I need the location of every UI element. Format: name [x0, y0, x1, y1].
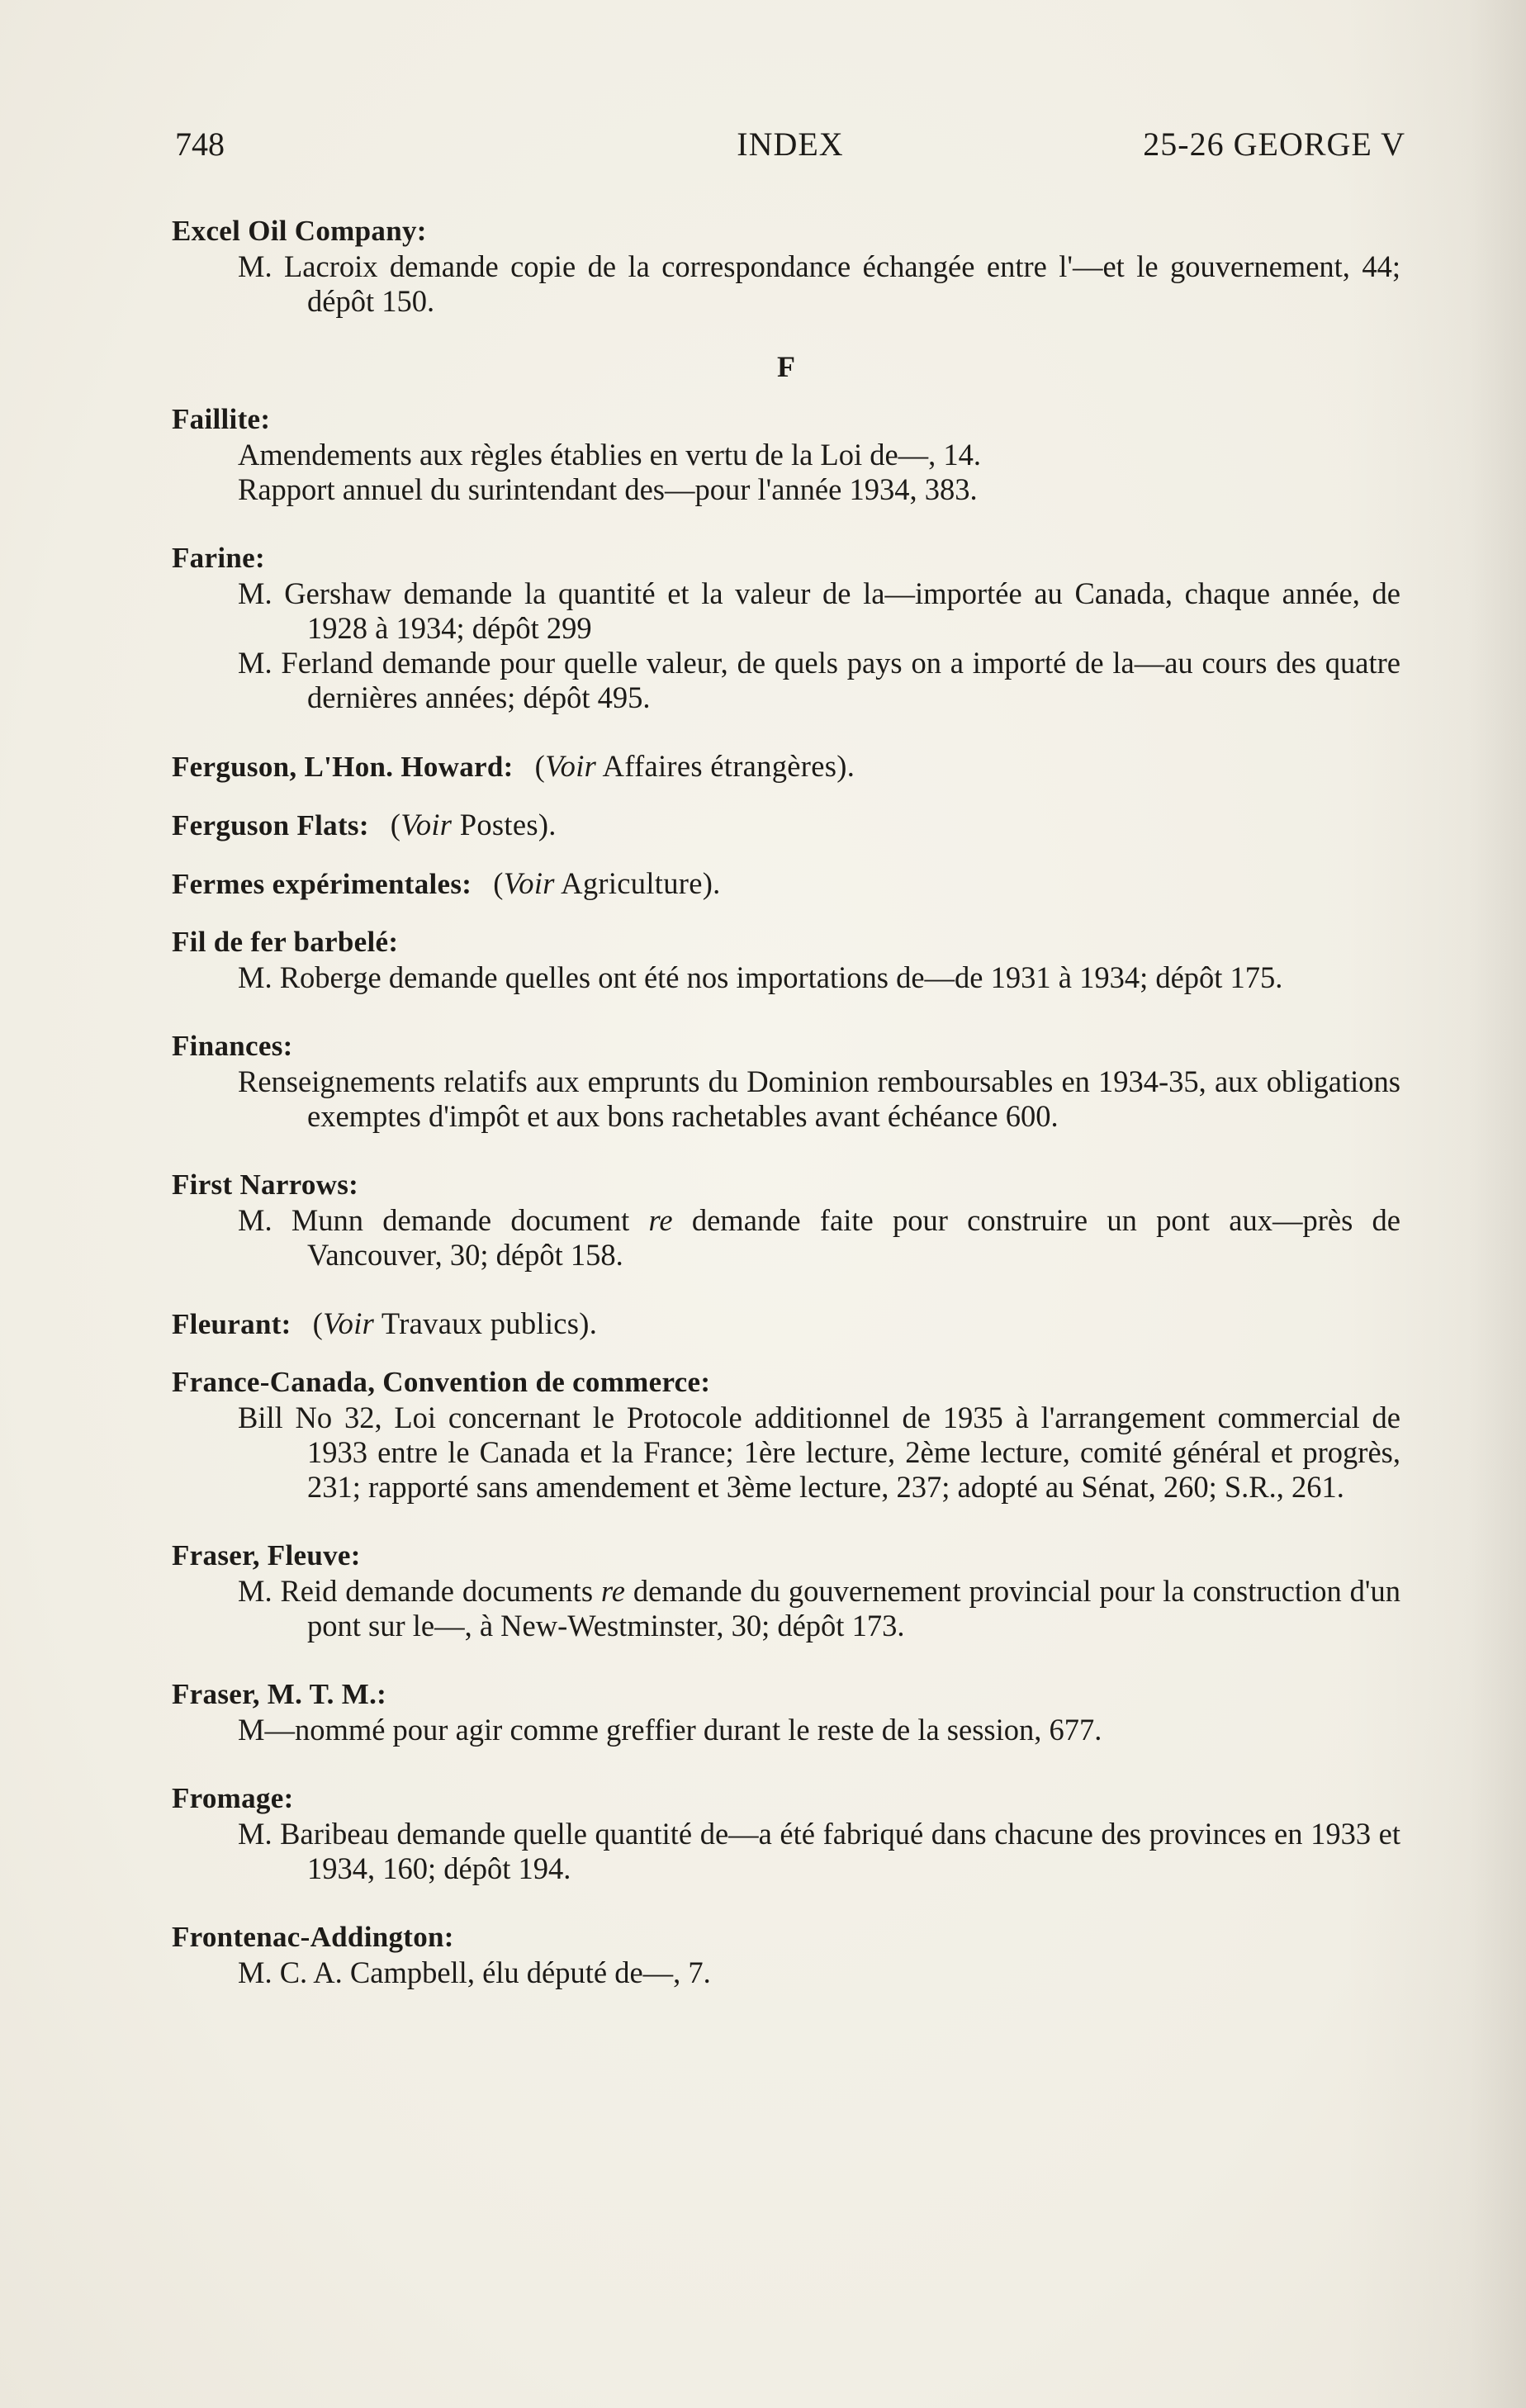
index-content: [172, 213, 1400, 2023]
page-title: INDEX: [737, 126, 844, 163]
entry-line: M. Gershaw demande la quantité et la valeur de la—importée au Canada, chaque année, de 1928 à 1934; dépôt 299: [238, 576, 1400, 645]
page-number: 748: [175, 126, 225, 163]
entry-fermes-experimentales: [172, 865, 1400, 903]
entry-line: Bill No 32, Loi concernant le Protocole additionnel de 1935 à l'arrangement commercial de 1933 entre le Canada et la France; 1ère lecture, 2ème lecture, comité général et progrès, 231; rapporté sans amendement et 3ème lecture, 237; adopté au Sénat, 260; S.R., 261.: [238, 1401, 1400, 1504]
entry-heading: Fil de fer barbelé:: [172, 926, 399, 958]
entry-line: M. Ferland demande pour quelle valeur, de quels pays on a importé de la—au cours des quatre dernières années; dépôt 495.: [238, 646, 1400, 714]
page-edge-shadow: [1468, 0, 1526, 2408]
entry-ferguson-flats: [172, 807, 1400, 844]
entry-heading: First Narrows:: [172, 1168, 359, 1201]
entry-farine: [172, 540, 1400, 715]
entry-line: Renseignements relatifs aux emprunts du Dominion remboursables en 1934-35, aux obligations exemptes d'impôt et aux bons rachetables avant échéance 600.: [238, 1064, 1400, 1133]
entry-excel-oil: [172, 213, 1400, 319]
entry-heading: Fraser, Fleuve:: [172, 1539, 361, 1571]
entry-fromage: [172, 1780, 1400, 1886]
section-letter: F: [777, 350, 795, 383]
entry-heading: Farine:: [172, 542, 265, 574]
entry-heading-crossref: [172, 865, 1400, 903]
entry-heading-text: Ferguson Flats:: [172, 809, 369, 841]
entry-fraser-fleuve: [172, 1538, 1400, 1643]
entry-heading: Faillite:: [172, 403, 271, 435]
entry-heading-text: Fermes expérimentales:: [172, 868, 472, 900]
entry-line: M. Munn demande document re demande faite pour construire un pont aux—près de Vancouver, 30; dépôt 158.: [238, 1203, 1400, 1272]
entry-heading-crossref: [172, 807, 1400, 844]
entry-heading: Fraser, M. T. M.:: [172, 1678, 387, 1710]
see-word: Voir: [545, 749, 597, 783]
see-word: Voir: [323, 1306, 375, 1340]
entry-heading: Fromage:: [172, 1782, 294, 1814]
see-target: Postes).: [452, 808, 557, 841]
entry-france-canada: [172, 1364, 1400, 1505]
entry-line: M. C. A. Campbell, élu député de—, 7.: [238, 1955, 711, 1989]
entry-fraser-mtm: [172, 1676, 1400, 1747]
entry-fil-de-fer: [172, 924, 1400, 995]
reign-label: 25-26 GEORGE V: [1143, 126, 1405, 163]
see-target: Travaux publics).: [374, 1306, 598, 1340]
entry-line: M. Baribeau demande quelle quantité de—a été fabriqué dans chacune des provinces en 1933 et 1934, 160; dépôt 194.: [238, 1817, 1400, 1885]
entry-heading: Frontenac-Addington:: [172, 1921, 454, 1953]
entry-faillite: [172, 401, 1400, 507]
entry-frontenac-addington: [172, 1919, 1400, 1990]
entry-line: M. Roberge demande quelles ont été nos importations de—de 1931 à 1934; dépôt 175.: [238, 960, 1283, 994]
entry-heading: France-Canada, Convention de commerce:: [172, 1366, 711, 1398]
see-target: Agriculture).: [554, 866, 721, 900]
entry-heading-text: Fleurant:: [172, 1308, 291, 1340]
entry-ferguson-howard: [172, 748, 1400, 785]
entry-line: M. Lacroix demande copie de la correspondance échangée entre l'—et le gouvernement, 44; dépôt 150.: [238, 249, 1400, 318]
see-reference: (Voir Postes).: [390, 808, 557, 841]
entry-heading: Finances:: [172, 1030, 293, 1062]
entry-finances: [172, 1028, 1400, 1134]
see-word: Voir: [400, 808, 453, 841]
entry-line: M—nommé pour agir comme greffier durant le reste de la session, 677.: [238, 1713, 1102, 1747]
entry-heading-crossref: [172, 748, 1400, 785]
see-target: Affaires étrangères).: [596, 749, 855, 783]
entry-line: M. Reid demande documents re demande du gouvernement provincial pour la construction d'un pont sur le—, à New-Westminster, 30; dépôt 173.: [238, 1574, 1400, 1642]
see-reference: (Voir Travaux publics).: [312, 1306, 598, 1340]
entry-fleurant: [172, 1306, 1400, 1343]
entry-first-narrows: [172, 1167, 1400, 1273]
page-header: [175, 124, 1405, 165]
see-word: Voir: [503, 866, 555, 900]
see-reference: (Voir Affaires étrangères).: [534, 749, 855, 783]
see-reference: (Voir Agriculture).: [493, 866, 721, 900]
entry-heading-crossref: [172, 1306, 1400, 1343]
entry-heading-text: Ferguson, L'Hon. Howard:: [172, 751, 514, 783]
entry-line: Amendements aux règles établies en vertu de la Loi de—, 14.: [238, 438, 982, 472]
entry-heading: Excel Oil Company:: [172, 215, 427, 247]
entry-line: Rapport annuel du surintendant des—pour l'année 1934, 383.: [238, 472, 978, 506]
